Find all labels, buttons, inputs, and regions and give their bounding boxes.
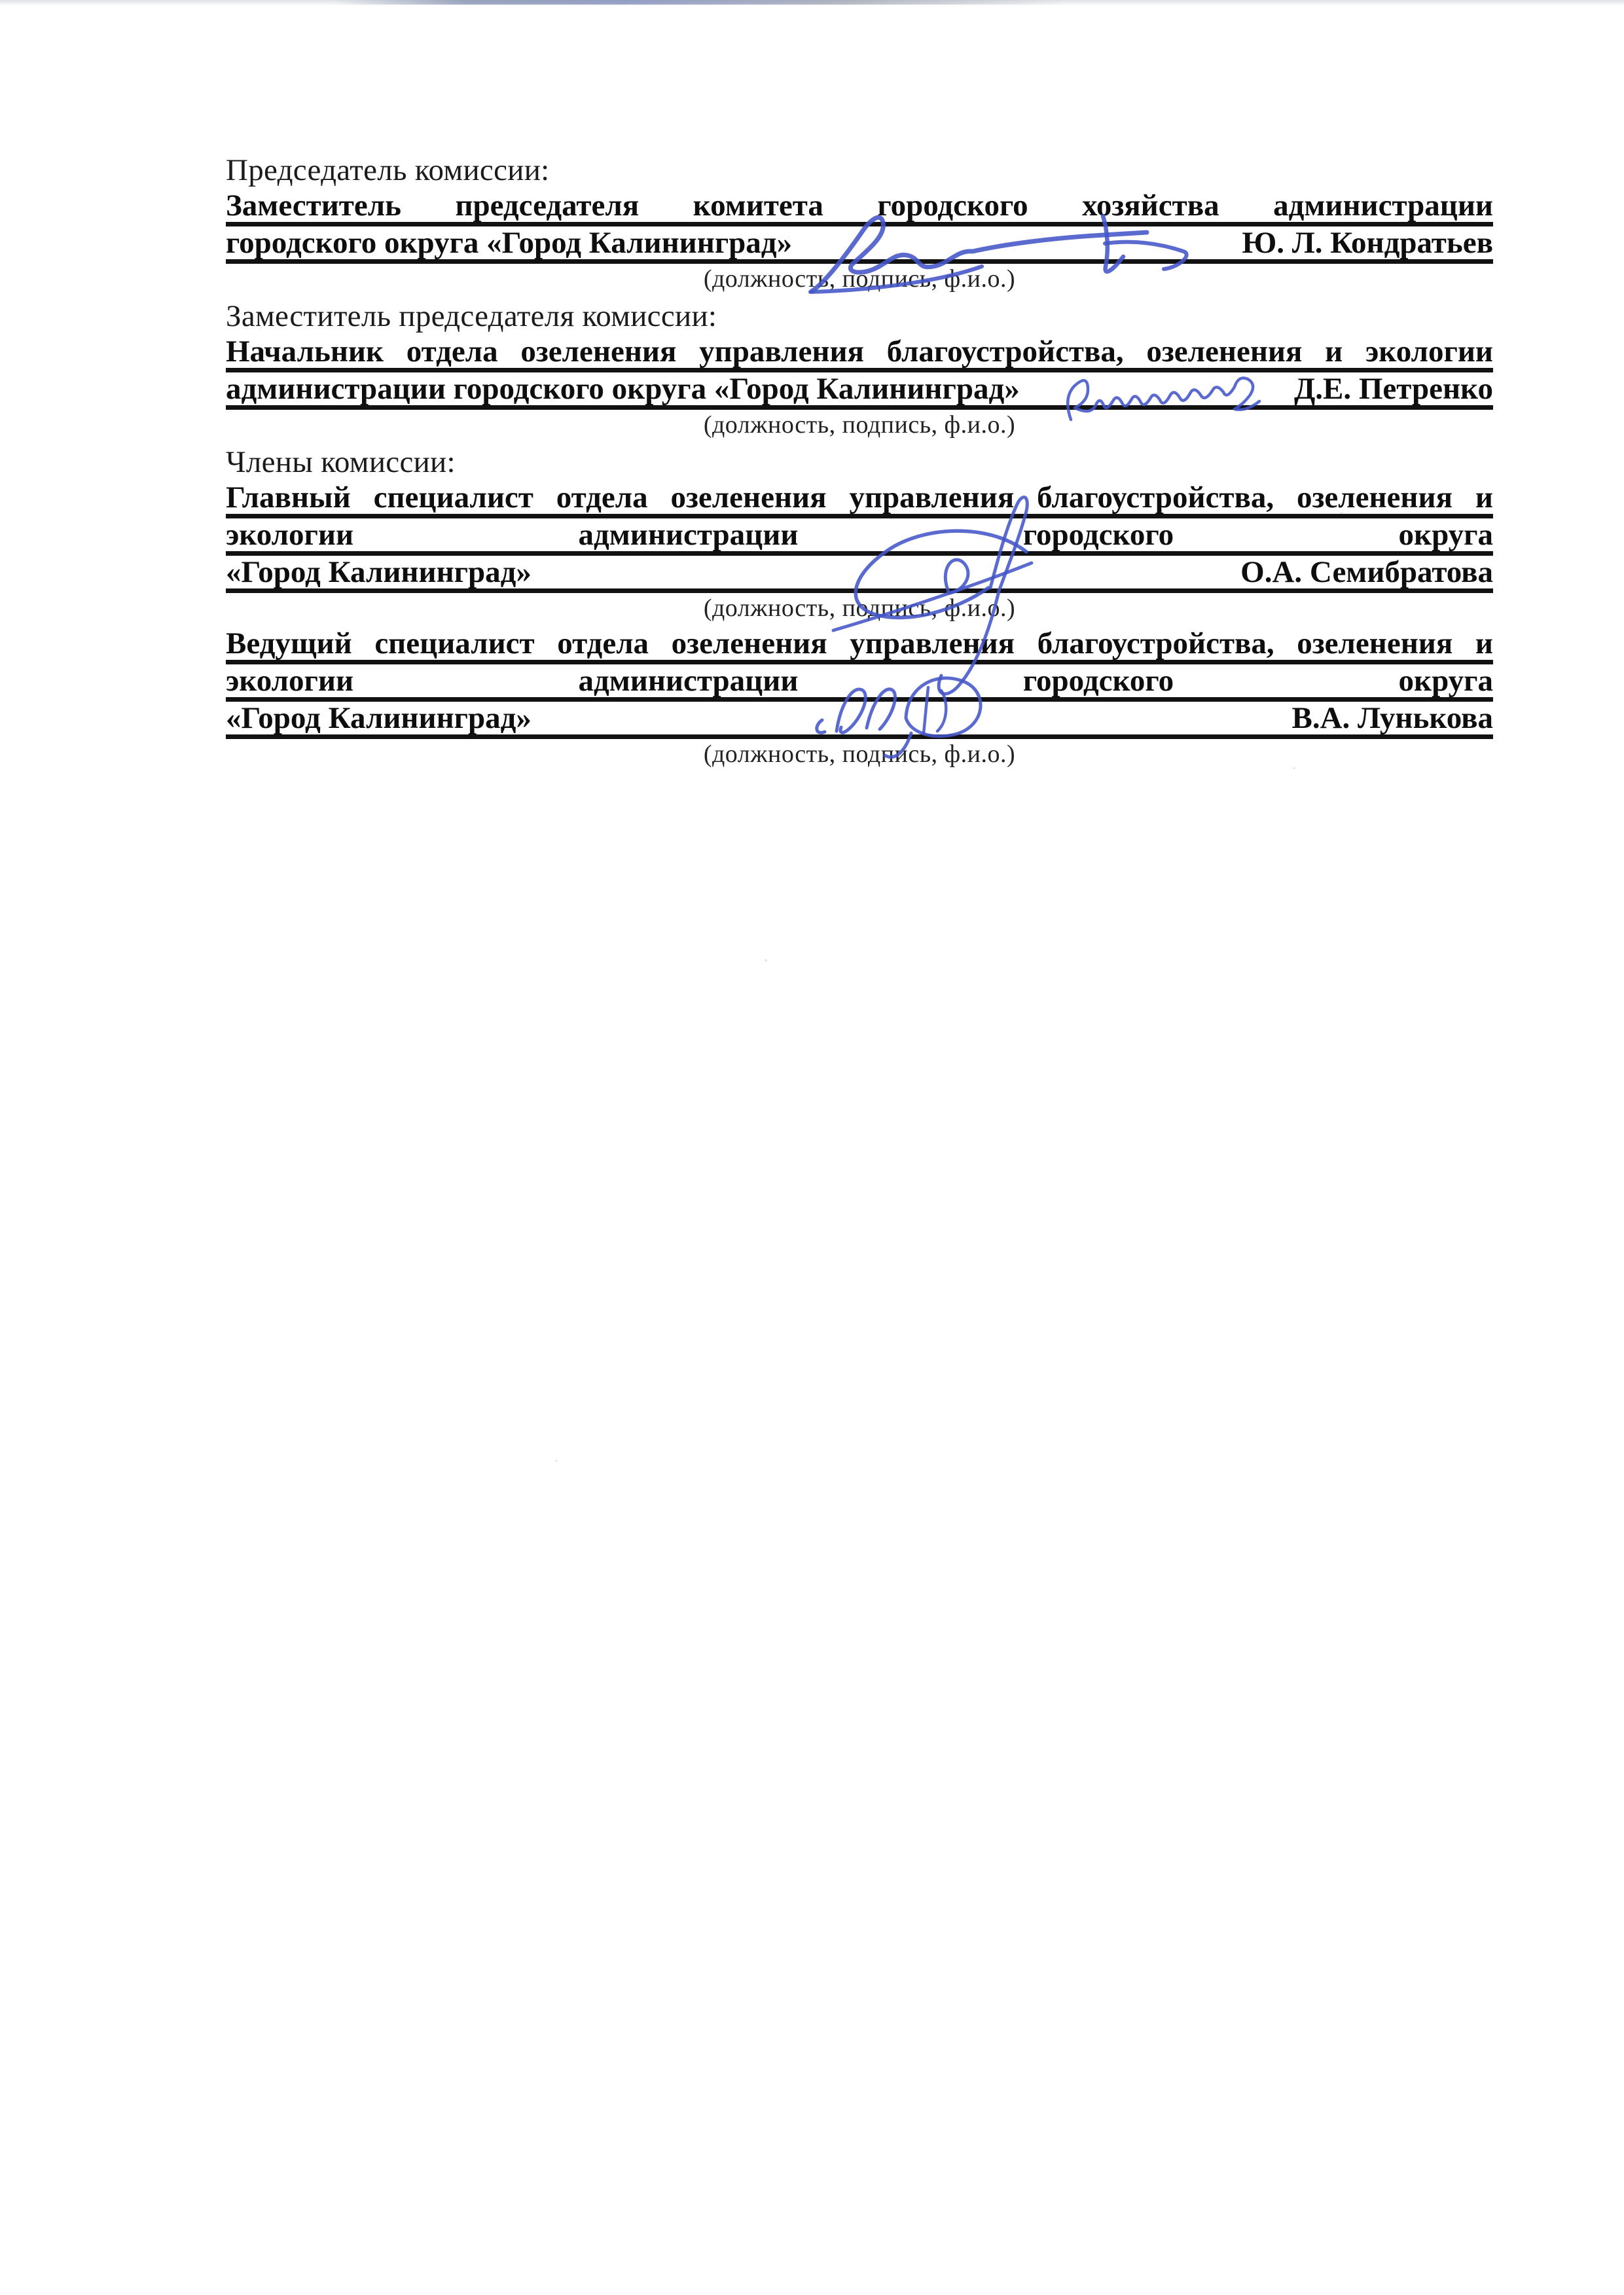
- signatory-name: Д.Е. Петренко: [1293, 372, 1493, 406]
- signature-caption: (должность, подпись, ф.и.о.): [703, 594, 1016, 622]
- signature-caption: (должность, подпись, ф.и.о.): [703, 265, 1016, 293]
- signature-line: [226, 556, 1493, 593]
- paper-speck: [555, 1460, 558, 1462]
- signature-block-member-1: [226, 444, 1493, 627]
- signature-caption: (должность, подпись, ф.и.о.): [703, 740, 1016, 768]
- signature-block-chairman: [226, 152, 1493, 298]
- role-line: Главный специалист отдела озеленения управления благоустройства, озеленения и: [226, 481, 1493, 518]
- role-line: Ведущий специалист отдела озеленения управления благоустройства, озеленения и: [226, 627, 1493, 664]
- signatory-name: О.А. Семибратова: [1240, 555, 1493, 589]
- signature-caption: (должность, подпись, ф.и.о.): [703, 411, 1016, 439]
- signatory-name: Ю. Л. Кондратьев: [1242, 226, 1493, 260]
- role-line-tail: «Город Калининград»: [226, 555, 532, 589]
- paper-speck: [765, 959, 767, 962]
- role-line-tail: городского округа «Город Калининград»: [226, 226, 793, 260]
- document-body: [226, 152, 1493, 773]
- role-line: экологии администрации городского округа: [226, 518, 1493, 556]
- signature-block-deputy-chairman: [226, 298, 1493, 444]
- section-intro: Заместитель председателя комиссии:: [226, 299, 717, 333]
- role-line-tail: «Город Калининград»: [226, 701, 532, 735]
- signature-block-member-2: [226, 627, 1493, 773]
- role-line-tail: администрации городского округа «Город Калининград»: [226, 372, 1020, 406]
- role-line: экологии администрации городского округа: [226, 664, 1493, 702]
- paper-speck: [1340, 512, 1343, 515]
- signature-line: [226, 226, 1493, 264]
- role-line: Заместитель председателя комитета городского хозяйства администрации: [226, 189, 1493, 226]
- section-intro: Члены комиссии:: [226, 445, 456, 479]
- role-line: Начальник отдела озеленения управления благоустройства, озеленения и экологии: [226, 335, 1493, 372]
- signature-line: [226, 702, 1493, 739]
- scan-edge-dark-streak: [334, 0, 1067, 5]
- signatory-name: В.А. Лунькова: [1291, 701, 1493, 735]
- section-intro: Председатель комиссии:: [226, 153, 550, 187]
- paper-speck: [1293, 767, 1295, 769]
- signature-line: [226, 372, 1493, 410]
